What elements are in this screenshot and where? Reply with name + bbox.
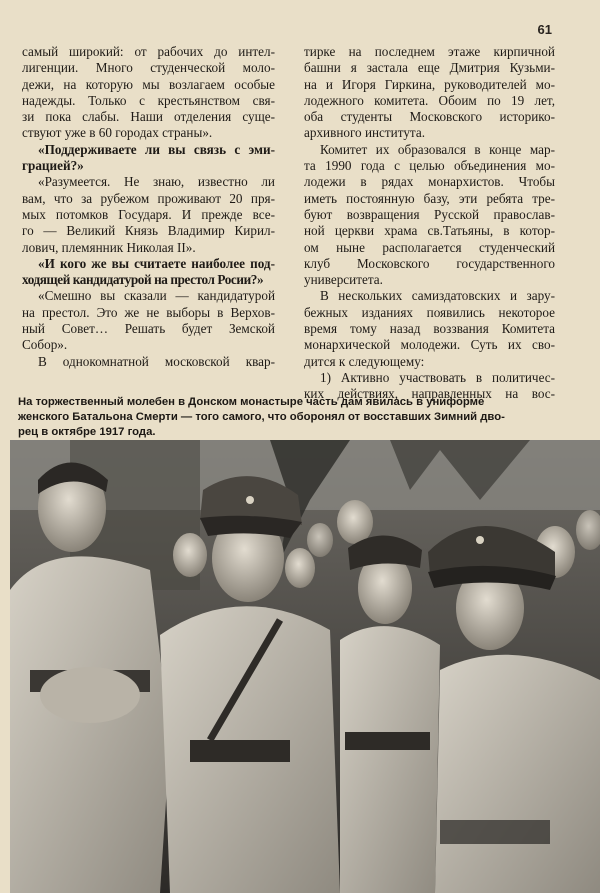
text-line: В нескольких самиздатовских и зару- <box>320 288 555 304</box>
text-line: та 1990 года с целью объединения мо- <box>304 158 555 174</box>
text-line: вам, что за рубежом проживают 20 пря- <box>22 190 275 206</box>
text-line: Собор». <box>22 337 68 353</box>
text-line: го — Великий Князь Владимир Кирил- <box>22 223 275 239</box>
text-line: «Разумеется. Не знаю, известно ли <box>38 174 275 190</box>
text-line: В однокомнатной московской квар- <box>38 353 275 369</box>
text-line: мых потомков Государя. И прежде все- <box>22 206 275 222</box>
text-line: на и Игоря Гиркина, руководителей мо- <box>304 76 555 92</box>
text-line: на престол. Это же не выборы в Верхов- <box>22 304 275 320</box>
text-line: иметь постоянную базу, эти ребята тре- <box>304 190 555 206</box>
text-line: лигенции. Много студенческой моло- <box>22 60 275 76</box>
text-line: ом ныне располагается студенческий <box>304 239 555 255</box>
paragraph <box>22 174 275 255</box>
text-line: Комитет их образовался в конце мар- <box>320 141 555 157</box>
paragraph <box>22 354 275 370</box>
right-text-column <box>304 44 555 403</box>
text-line: 1) Активно участвовать в политичес- <box>320 369 555 385</box>
page-number: 61 <box>537 22 552 37</box>
text-line: лович, племянник Николая II». <box>22 239 196 255</box>
text-line: время тому назад воззвания Комитета <box>304 321 555 337</box>
caption-line: женского Батальона Смерти — того самого, что оборонял от восставших Зимний дво- <box>18 411 505 423</box>
paragraph <box>304 44 555 142</box>
question <box>22 142 275 175</box>
left-text-column <box>22 44 275 370</box>
soldier-middle <box>340 626 440 893</box>
text-line: монархической молодежи. Суть их сво- <box>304 337 555 353</box>
text-line: надежды. Только с крестьянством свя- <box>22 92 275 108</box>
question-line: «Поддерживаете ли вы связь с эми- <box>38 141 275 157</box>
text-line: ствуют уже в 60 городах страны». <box>22 125 213 141</box>
paragraph <box>304 288 555 369</box>
text-line: зи пока слабы. Наши отделения суще- <box>22 109 275 125</box>
photo-illustration <box>10 440 600 893</box>
caption-line: рец в октябре 1917 года. <box>18 426 156 438</box>
question-line: «И кого же вы считаете наиболее под- <box>38 255 275 271</box>
text-line: оба студенты Московского историко- <box>304 109 555 125</box>
question <box>22 256 275 289</box>
text-line: башни я застала еще Дмитрия Кузьми- <box>304 60 555 76</box>
text-line: архивного института. <box>304 125 425 141</box>
text-line: «Смешно вы сказали — кандидатурой <box>38 288 275 304</box>
paragraph <box>22 288 275 353</box>
photograph <box>10 440 600 893</box>
soldier-right <box>435 655 600 893</box>
text-line: лодежи в рядах монархистов. Чтобы <box>304 174 555 190</box>
text-line: ной церкви храма св.Татьяны, в котор- <box>304 223 555 239</box>
text-line: клуб Московского государственного <box>304 255 555 271</box>
text-line: университета. <box>304 272 383 288</box>
photo-caption <box>18 395 588 440</box>
text-line: буют возвращения Русской православ- <box>304 206 555 222</box>
question-line: грацией?» <box>22 158 84 174</box>
text-line: тирке на последнем этаже кирпичной <box>304 44 555 59</box>
text-line: ких действиях, направленных на вос- <box>304 386 555 402</box>
text-line: самый широкий: от рабочих до интел- <box>22 44 275 59</box>
paragraph <box>22 44 275 142</box>
soldier-left <box>10 556 170 893</box>
paragraph <box>304 142 555 289</box>
text-line: дежи, на которую мы возлагаем особые <box>22 76 275 92</box>
question-line: ходящей кандидатурой на престол Росии?» <box>22 272 264 288</box>
text-line: ный Совет… Решать будет Земской <box>22 321 275 337</box>
text-line: бежных изданиях появились некоторое <box>304 304 555 320</box>
text-line: дится к следующему: <box>304 353 425 369</box>
caption-line: На торжественный молебен в Донском монастыре часть дам явилась в униформе <box>18 396 485 408</box>
text-line: лодежного комитета. Обоим по 19 лет, <box>304 92 555 108</box>
